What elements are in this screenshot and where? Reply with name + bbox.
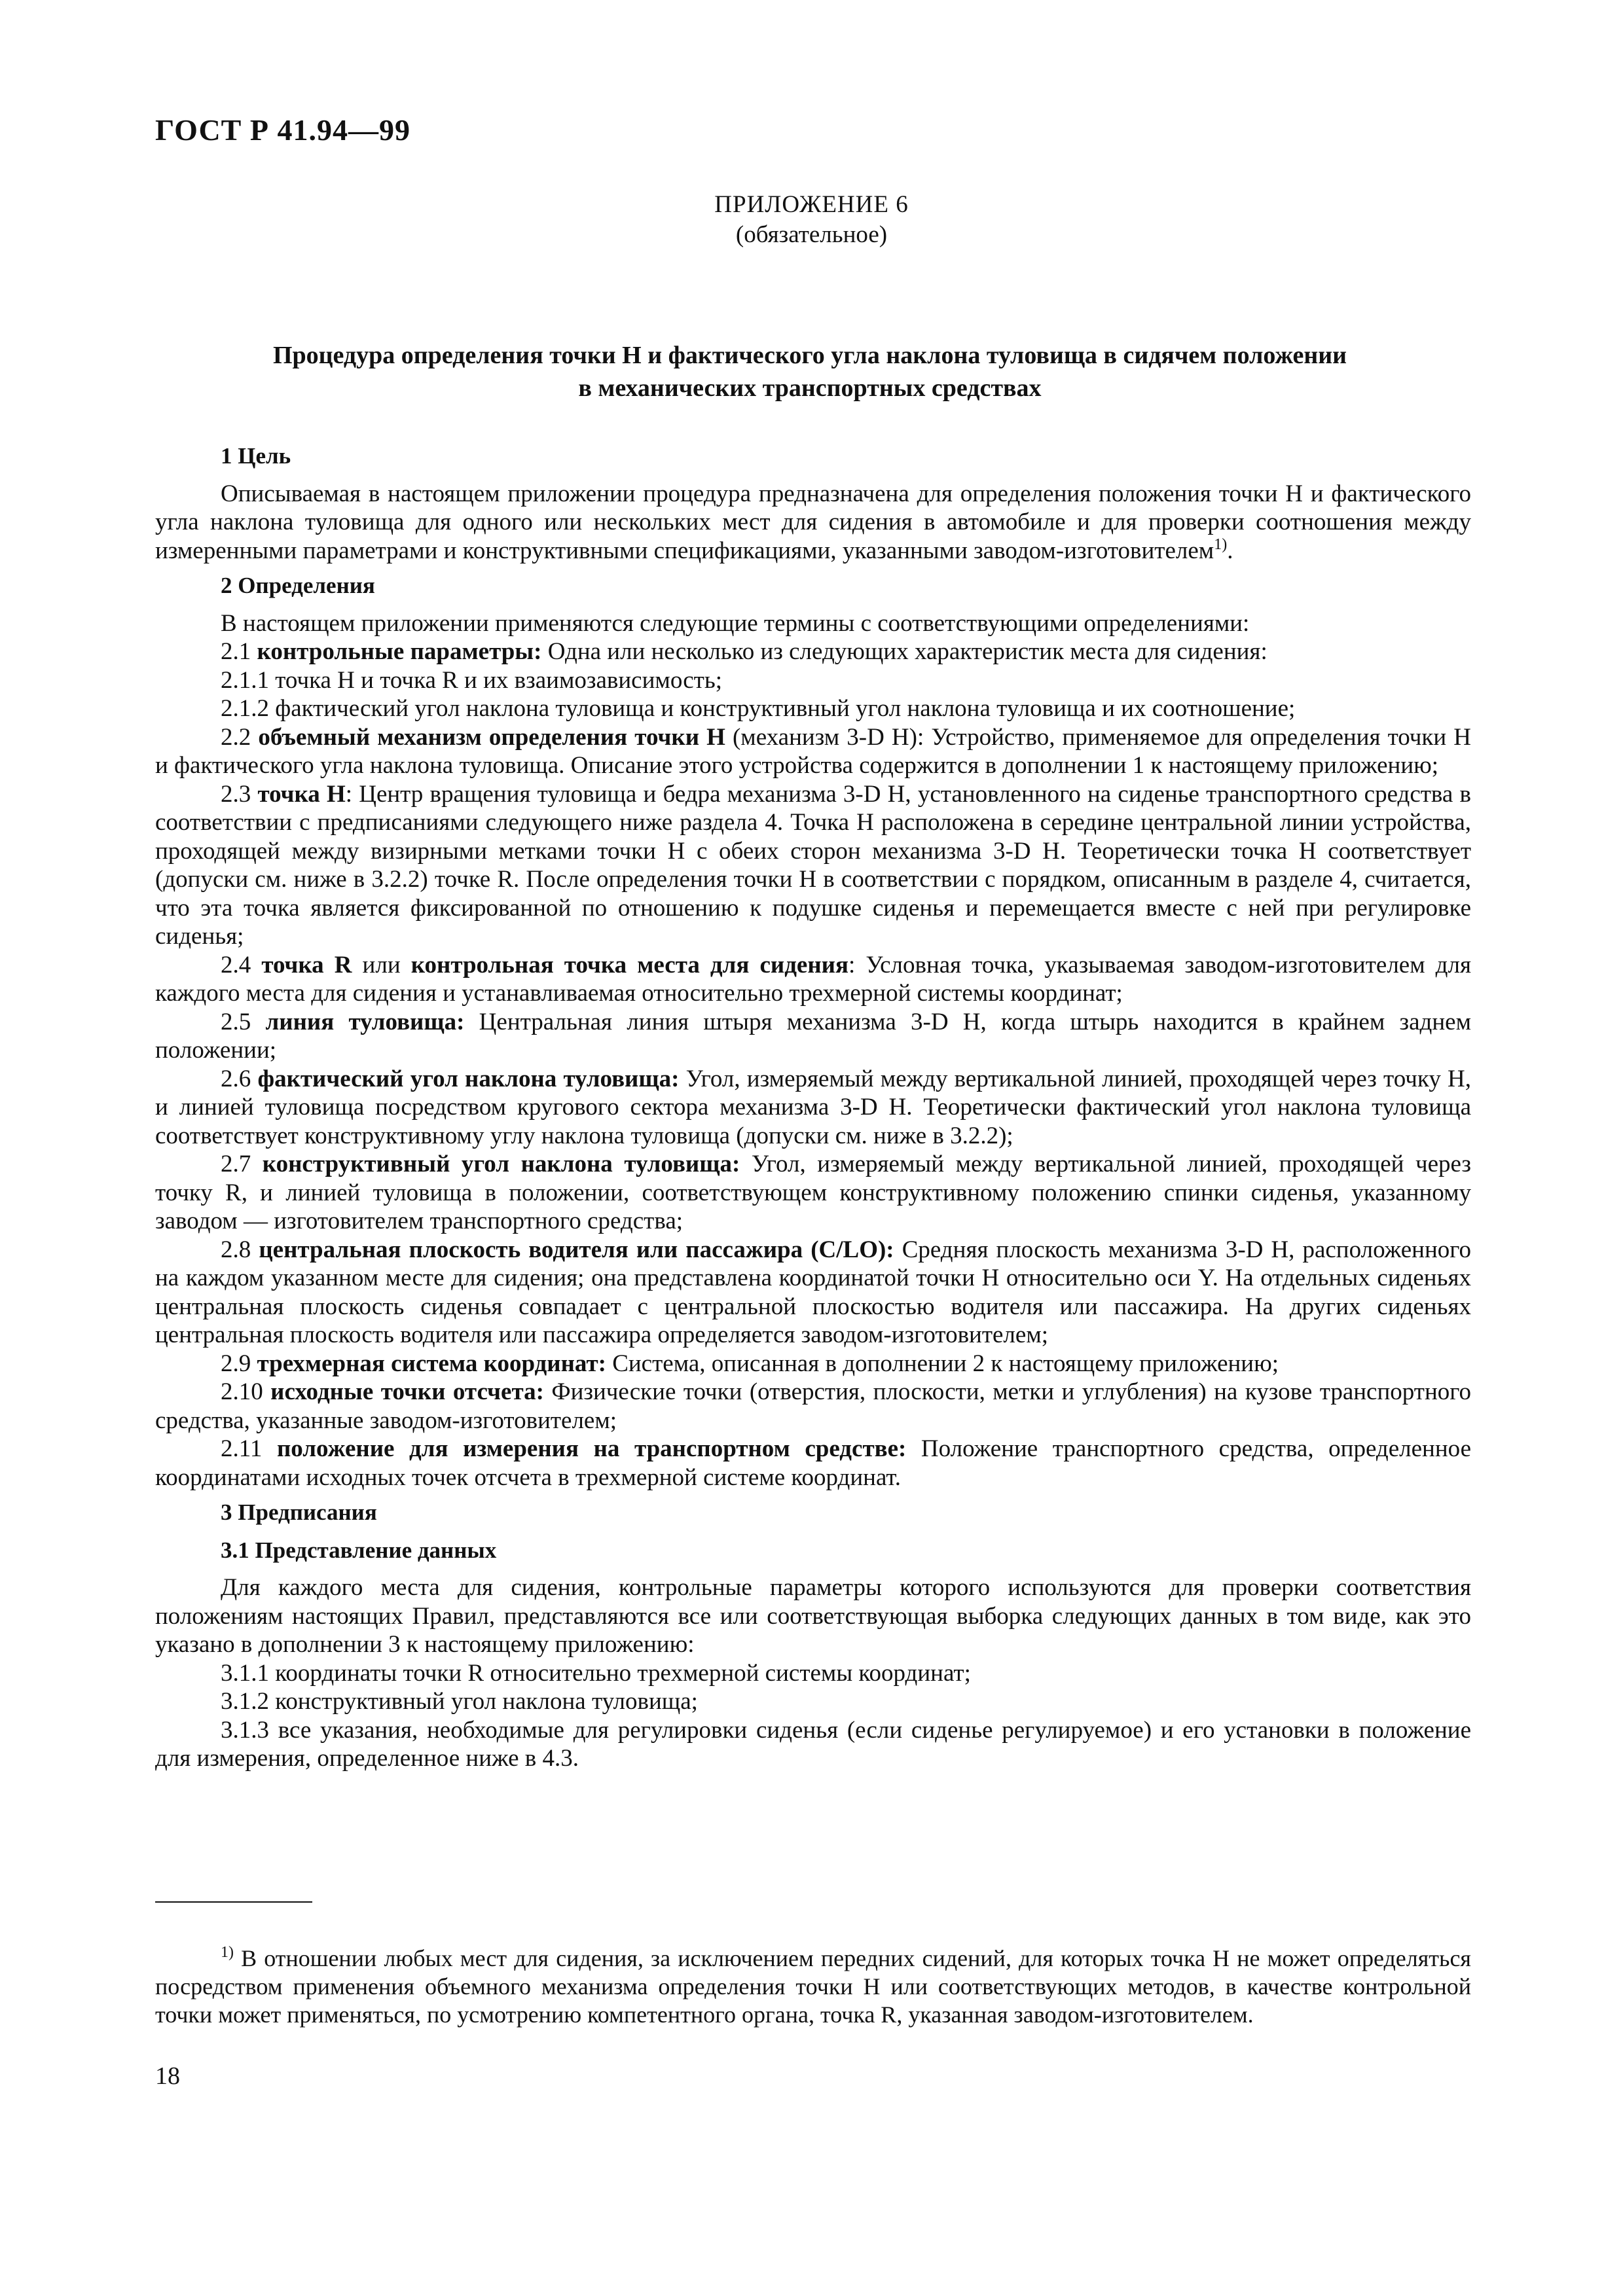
- definition-2-6: [155, 1065, 1471, 1151]
- document-title-line-1: Процедура определения точки H и фактического угла наклона туловища в сидячем положении: [272, 342, 1347, 369]
- footnote: [155, 1945, 1471, 2029]
- definition-2-9: [155, 1350, 1471, 1378]
- definition-text: (механизм 3-D H): Устройство, применяемое для определения точки H и фактического угла наклона туловища. Описание этого устройства содержится в дополнении 1 к настоящему приложению;: [155, 723, 1471, 779]
- section-1-end: .: [1227, 537, 1233, 564]
- definition-2-5: [155, 1008, 1471, 1065]
- document-title: [155, 339, 1465, 404]
- definition-number: 2.5: [221, 1008, 266, 1035]
- definition-text: Одна или несколько из следующих характеристик места для сидения:: [541, 638, 1267, 665]
- definition-term: фактический угол наклона туловища:: [257, 1065, 680, 1092]
- definition-term-alt: контрольная точка места для сидения: [410, 951, 848, 978]
- section-2-intro: В настоящем приложении применяются следующие термины с соответствующими определениями:: [221, 609, 1250, 637]
- definition-term: точка H: [257, 780, 346, 808]
- definition-number: 2.4: [221, 951, 262, 978]
- section-1-heading: 1 Цель: [221, 443, 291, 469]
- definition-term: линия туловища:: [265, 1008, 465, 1035]
- definition-number: 2.8: [221, 1236, 259, 1263]
- definition-term: трехмерная система координат:: [257, 1350, 606, 1377]
- footnote-text: В отношении любых мест для сидения, за исключением передних сидений, для которых точка H не может определяться посредством применения объемного механизма определения точки H или соответствующих методов, в качестве контрольной точки может применяться, по усмотрению компетентного органа, точка R, указанная заводом-изготовителем.: [155, 1945, 1471, 2028]
- annex-header: [0, 190, 1623, 250]
- document-body: [155, 435, 1471, 1773]
- document-title-line-2: в механических транспортных средствах: [578, 374, 1042, 402]
- section-1-text: [155, 480, 1471, 565]
- definition-2-1: [155, 637, 1471, 666]
- section-1-body: Описываемая в настоящем приложении процедура предназначена для определения положения точки H и фактического угла наклона туловища для одного или нескольких мест для сидения в автомобиле и для проверки соотношения между измеренными параметрами и конструктивными спецификациями, указанными заводом-изготовителем: [155, 480, 1471, 564]
- definition-number: 2.9: [221, 1350, 257, 1377]
- subsection-3-1-heading: 3.1 Представление данных: [221, 1537, 497, 1563]
- definition-text: Средняя плоскость механизма 3-D H, расположенного на каждом указанном месте для сидения; она представлена координатой точки H относительно оси Y. На отдельных сиденьях центральная плоскость сиденья совпадает с центральной плоскостью водителя или пассажира. На других сиденьях центральная плоскость водителя или пассажира определяется заводом-изготовителем;: [155, 1236, 1472, 1348]
- annex-title: ПРИЛОЖЕНИЕ 6: [714, 191, 909, 218]
- standard-code: ГОСТ Р 41.94—99: [155, 113, 410, 147]
- item-2-1-2: 2.1.2 фактический угол наклона туловища и конструктивный угол наклона туловища и их соотношение;: [221, 695, 1296, 722]
- definition-text: Угол, измеряемый между вертикальной линией, проходящей через точку H, и линией туловища посредством кругового сектора механизма 3-D H. Теоретически фактический угол наклона туловища соответствует конструктивному углу наклона туловища (допуски см. ниже в 3.2.2);: [155, 1065, 1472, 1149]
- definition-2-10: [155, 1378, 1471, 1435]
- definition-number: 2.3: [221, 780, 258, 808]
- definition-number: 2.7: [221, 1151, 263, 1177]
- section-3-1-intro: Для каждого места для сидения, контрольные параметры которого используются для проверки соответствия положениям настоящих Правил, представляются все или соответствующая выборка следующих данных в том виде, как это указано в дополнении 3 к настоящему приложению:: [155, 1574, 1471, 1658]
- item-3-1-3: 3.1.3 все указания, необходимые для регулировки сиденья (если сиденье регулируемое) и его установки в положение для измерения, определенное ниже в 4.3.: [155, 1716, 1471, 1772]
- definition-text: Физические точки (отверстия, плоскости, метки и углубления) на кузове транспортного средства, указанные заводом-изготовителем;: [155, 1378, 1472, 1434]
- definition-term: точка R: [261, 951, 352, 978]
- definition-text: Система, описанная в дополнении 2 к настоящему приложению;: [606, 1350, 1279, 1377]
- footnote-divider: [155, 1901, 312, 1903]
- section-2-heading: 2 Определения: [221, 573, 375, 598]
- item-3-1-2: 3.1.2 конструктивный угол наклона туловища;: [221, 1688, 698, 1715]
- definition-text: : Центр вращения туловища и бедра механизма 3-D H, установленного на сиденье транспортного средства в соответствии с предписаниями следующего ниже раздела 4. Точка H расположена в середине центральной линии устройства, проходящей между визирными метками точки H с обеих сторон механизма 3-D H. Теоретически точка H соответствует (допуски см. ниже в 3.2.2) точке R. После определения точки H в соответствии с порядком, описанным в разделе 4, считается, что эта точка является фиксированной по отношению к подушке сиденья и перемещается вместе с ней при регулировке сиденья;: [155, 780, 1471, 950]
- definition-number: 2.1: [221, 638, 257, 665]
- section-3-heading: 3 Предписания: [221, 1499, 377, 1525]
- definition-term: объемный механизм определения точки H: [258, 723, 725, 751]
- item-3-1-1: 3.1.1 координаты точки R относительно трехмерной системы координат;: [221, 1659, 971, 1687]
- definition-number: 2.6: [221, 1065, 258, 1092]
- definition-2-3: [155, 780, 1471, 951]
- footnote-reference: 1): [1214, 535, 1228, 553]
- definition-number: 2.2: [221, 723, 259, 751]
- definition-number: 2.10: [221, 1378, 271, 1405]
- definition-2-11: [155, 1435, 1471, 1492]
- definition-connector: или: [352, 951, 411, 978]
- definition-2-8: [155, 1236, 1471, 1350]
- page-number: 18: [155, 2062, 180, 2090]
- definition-2-4: [155, 951, 1471, 1008]
- definition-2-7: [155, 1150, 1471, 1236]
- definition-term: исходные точки отсчета:: [270, 1378, 544, 1405]
- definition-term: конструктивный угол наклона туловища:: [262, 1151, 740, 1177]
- definition-term: контрольные параметры:: [257, 638, 542, 665]
- footnote-mark: 1): [221, 1944, 234, 1961]
- annex-status: (обязательное): [735, 221, 888, 248]
- definition-text: : Условная точка, указываемая заводом-изготовителем для каждого места для сидения и устанавливаемая относительно трехмерной системы координат;: [155, 951, 1471, 1007]
- definition-text: Угол, измеряемый между вертикальной линией, проходящей через точку R, и линией туловища в положении, соответствующем конструктивному положению спинки сиденья, указанному заводом — изготовителем транспортного средства;: [155, 1151, 1471, 1234]
- item-2-1-1: 2.1.1 точка H и точка R и их взаимозависимость;: [221, 666, 722, 694]
- definition-term: центральная плоскость водителя или пассажира (C/LO):: [259, 1236, 894, 1263]
- definition-2-2: [155, 723, 1471, 780]
- definition-text: Положение транспортного средства, определенное координатами исходных точек отсчета в трехмерной системе координат.: [155, 1435, 1472, 1491]
- definition-number: 2.11: [221, 1435, 277, 1462]
- definition-term: положение для измерения на транспортном средстве:: [276, 1435, 907, 1462]
- definition-text: Центральная линия штыря механизма 3-D H, когда штырь находится в крайнем заднем положении;: [155, 1008, 1472, 1064]
